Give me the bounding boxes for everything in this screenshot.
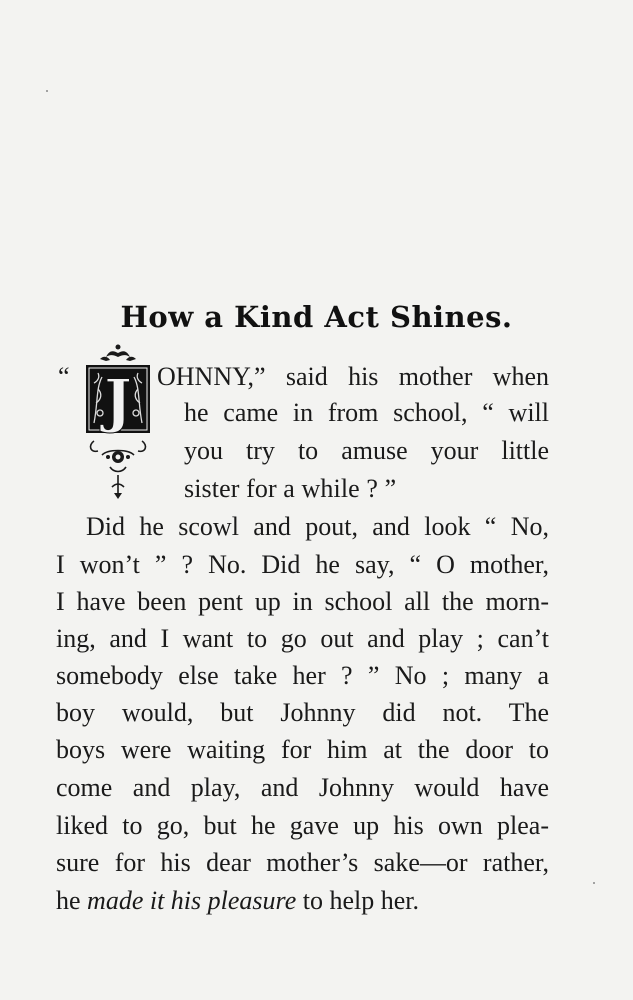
paragraph-line: sister for a while ? ”	[184, 474, 397, 503]
paper-speck	[593, 882, 595, 884]
chapter-title: How a Kind Act Shines.	[120, 300, 513, 334]
paragraph-line: I have been pent up in school all the morn-	[56, 587, 549, 616]
italic-phrase: made it his pleasure	[87, 886, 297, 915]
paragraph-line: he came in from school, “ will	[184, 398, 549, 427]
paragraph-line: sure for his dear mother’s sake—or rather,	[56, 848, 549, 877]
paragraph-last-line	[56, 886, 419, 916]
paragraph-line: ing, and I want to go out and play ; can’t	[56, 624, 549, 653]
paragraph-line: boys were waiting for him at the door to	[56, 735, 549, 764]
paragraph-line: boy would, but Johnny did not. The	[56, 698, 549, 727]
ornamental-drop-cap	[80, 343, 156, 501]
paragraph-line: liked to go, but he gave up his own plea-	[56, 811, 549, 840]
opening-quote-mark: “	[58, 362, 70, 391]
paragraph-line: you try to amuse your little	[184, 436, 549, 465]
paragraph-line: Did he scowl and pout, and look “ No,	[86, 512, 549, 541]
paragraph-line: OHNNY,” said his mother when	[157, 362, 549, 391]
paragraph-line: come and play, and Johnny would have	[56, 773, 549, 802]
drop-cap-letter: J	[104, 367, 132, 435]
last-line-before: he	[56, 886, 88, 915]
drop-cap-ornament-icon	[80, 343, 156, 501]
paragraph-line: somebody else take her ? ” No ; many a	[56, 661, 549, 690]
last-line-after: to help her.	[296, 886, 419, 915]
paper-speck	[46, 90, 48, 92]
paragraph-line: I won’t ” ? No. Did he say, “ O mother,	[56, 550, 549, 579]
